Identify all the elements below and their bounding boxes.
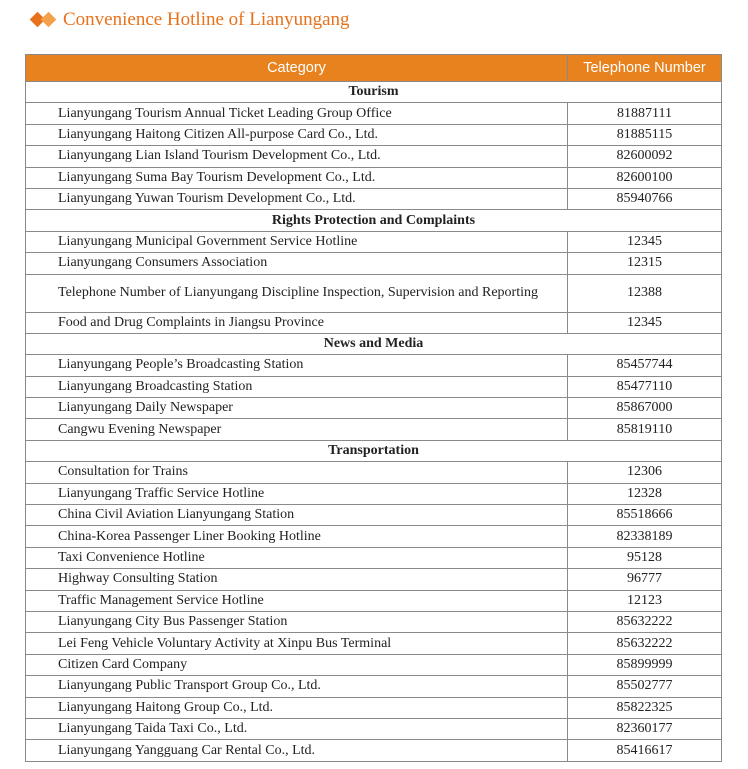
category-name-cell: Lianyungang Traffic Service Hotline xyxy=(26,483,568,504)
table-row xyxy=(26,419,722,440)
title-bar xyxy=(29,8,350,32)
category-name-cell: Lianyungang Yangguang Car Rental Co., Ltd. xyxy=(26,740,568,761)
table-row xyxy=(26,376,722,397)
phone-number-cell: 12123 xyxy=(568,590,722,611)
table-row xyxy=(26,398,722,419)
section-heading: Tourism xyxy=(26,82,722,103)
phone-number-cell: 81887111 xyxy=(568,103,722,124)
diamond-logo-icon xyxy=(29,9,61,31)
category-name-cell: Lianyungang Suma Bay Tourism Development Co., Ltd. xyxy=(26,167,568,188)
table-row xyxy=(26,167,722,188)
section-heading: News and Media xyxy=(26,333,722,354)
table-row xyxy=(26,483,722,504)
phone-number-cell: 82600100 xyxy=(568,167,722,188)
phone-number-cell: 12306 xyxy=(568,462,722,483)
diamond-icon xyxy=(41,12,57,28)
hotline-table xyxy=(25,54,722,762)
table-row xyxy=(26,188,722,209)
phone-number-cell: 12345 xyxy=(568,312,722,333)
phone-number-cell: 85819110 xyxy=(568,419,722,440)
section-heading: Transportation xyxy=(26,440,722,461)
category-name-cell: Lianyungang Haitong Group Co., Ltd. xyxy=(26,697,568,718)
category-name-cell: China Civil Aviation Lianyungang Station xyxy=(26,505,568,526)
phone-number-cell: 85632222 xyxy=(568,633,722,654)
category-name-cell: Lianyungang Yuwan Tourism Development Co., Ltd. xyxy=(26,188,568,209)
section-row xyxy=(26,440,722,461)
category-name-cell: Lianyungang Tourism Annual Ticket Leading Group Office xyxy=(26,103,568,124)
phone-number-cell: 85632222 xyxy=(568,611,722,632)
header-phone: Telephone Number xyxy=(568,55,722,82)
table-row xyxy=(26,312,722,333)
category-name-cell: Consultation for Trains xyxy=(26,462,568,483)
category-name-cell: Lianyungang Haitong Citizen All-purpose Card Co., Ltd. xyxy=(26,124,568,145)
table-row xyxy=(26,633,722,654)
phone-number-cell: 85457744 xyxy=(568,355,722,376)
phone-number-cell: 81885115 xyxy=(568,124,722,145)
category-name-cell: Lianyungang City Bus Passenger Station xyxy=(26,611,568,632)
phone-number-cell: 82600092 xyxy=(568,146,722,167)
table-row xyxy=(26,253,722,274)
category-name-cell: Lianyungang People’s Broadcasting Station xyxy=(26,355,568,376)
category-name-cell: Highway Consulting Station xyxy=(26,569,568,590)
phone-number-cell: 85477110 xyxy=(568,376,722,397)
table-row xyxy=(26,569,722,590)
section-heading: Rights Protection and Complaints xyxy=(26,210,722,231)
category-name-cell: Lianyungang Lian Island Tourism Development Co., Ltd. xyxy=(26,146,568,167)
section-row xyxy=(26,333,722,354)
category-name-cell: Traffic Management Service Hotline xyxy=(26,590,568,611)
table-row xyxy=(26,526,722,547)
phone-number-cell: 82338189 xyxy=(568,526,722,547)
table-row xyxy=(26,676,722,697)
category-name-cell: Lianyungang Broadcasting Station xyxy=(26,376,568,397)
category-name-cell: China-Korea Passenger Liner Booking Hotline xyxy=(26,526,568,547)
table-row xyxy=(26,740,722,761)
category-name-cell: Food and Drug Complaints in Jiangsu Province xyxy=(26,312,568,333)
phone-number-cell: 82360177 xyxy=(568,718,722,739)
page-title: Convenience Hotline of Lianyungang xyxy=(63,9,350,30)
phone-number-cell: 85416617 xyxy=(568,740,722,761)
category-name-cell: Lianyungang Public Transport Group Co., Ltd. xyxy=(26,676,568,697)
phone-number-cell: 85867000 xyxy=(568,398,722,419)
phone-number-cell: 85940766 xyxy=(568,188,722,209)
category-name-cell: Taxi Convenience Hotline xyxy=(26,547,568,568)
table-row xyxy=(26,654,722,675)
phone-number-cell: 12388 xyxy=(568,274,722,312)
table-row xyxy=(26,231,722,252)
phone-number-cell: 12345 xyxy=(568,231,722,252)
table-row xyxy=(26,103,722,124)
phone-number-cell: 85899999 xyxy=(568,654,722,675)
category-name-cell: Lianyungang Daily Newspaper xyxy=(26,398,568,419)
table-row xyxy=(26,697,722,718)
category-name-cell: Telephone Number of Lianyungang Discipline Inspection, Supervision and Reporting xyxy=(26,274,568,312)
table-row xyxy=(26,547,722,568)
phone-number-cell: 85518666 xyxy=(568,505,722,526)
category-name-cell: Lianyungang Consumers Association xyxy=(26,253,568,274)
table-row xyxy=(26,146,722,167)
table-row xyxy=(26,718,722,739)
table-row xyxy=(26,611,722,632)
phone-number-cell: 12315 xyxy=(568,253,722,274)
table-row xyxy=(26,124,722,145)
category-name-cell: Citizen Card Company xyxy=(26,654,568,675)
category-name-cell: Lianyungang Municipal Government Service Hotline xyxy=(26,231,568,252)
phone-number-cell: 85502777 xyxy=(568,676,722,697)
category-name-cell: Cangwu Evening Newspaper xyxy=(26,419,568,440)
header-category: Category xyxy=(26,55,568,82)
table-row xyxy=(26,505,722,526)
table-body xyxy=(26,82,722,762)
section-row xyxy=(26,210,722,231)
table-row xyxy=(26,355,722,376)
section-row xyxy=(26,82,722,103)
category-name-cell: Lei Feng Vehicle Voluntary Activity at Xinpu Bus Terminal xyxy=(26,633,568,654)
table-row xyxy=(26,462,722,483)
phone-number-cell: 85822325 xyxy=(568,697,722,718)
table-row xyxy=(26,590,722,611)
phone-number-cell: 96777 xyxy=(568,569,722,590)
category-name-cell: Lianyungang Taida Taxi Co., Ltd. xyxy=(26,718,568,739)
phone-number-cell: 12328 xyxy=(568,483,722,504)
table-header-row xyxy=(26,55,722,82)
phone-number-cell: 95128 xyxy=(568,547,722,568)
table-row xyxy=(26,274,722,312)
